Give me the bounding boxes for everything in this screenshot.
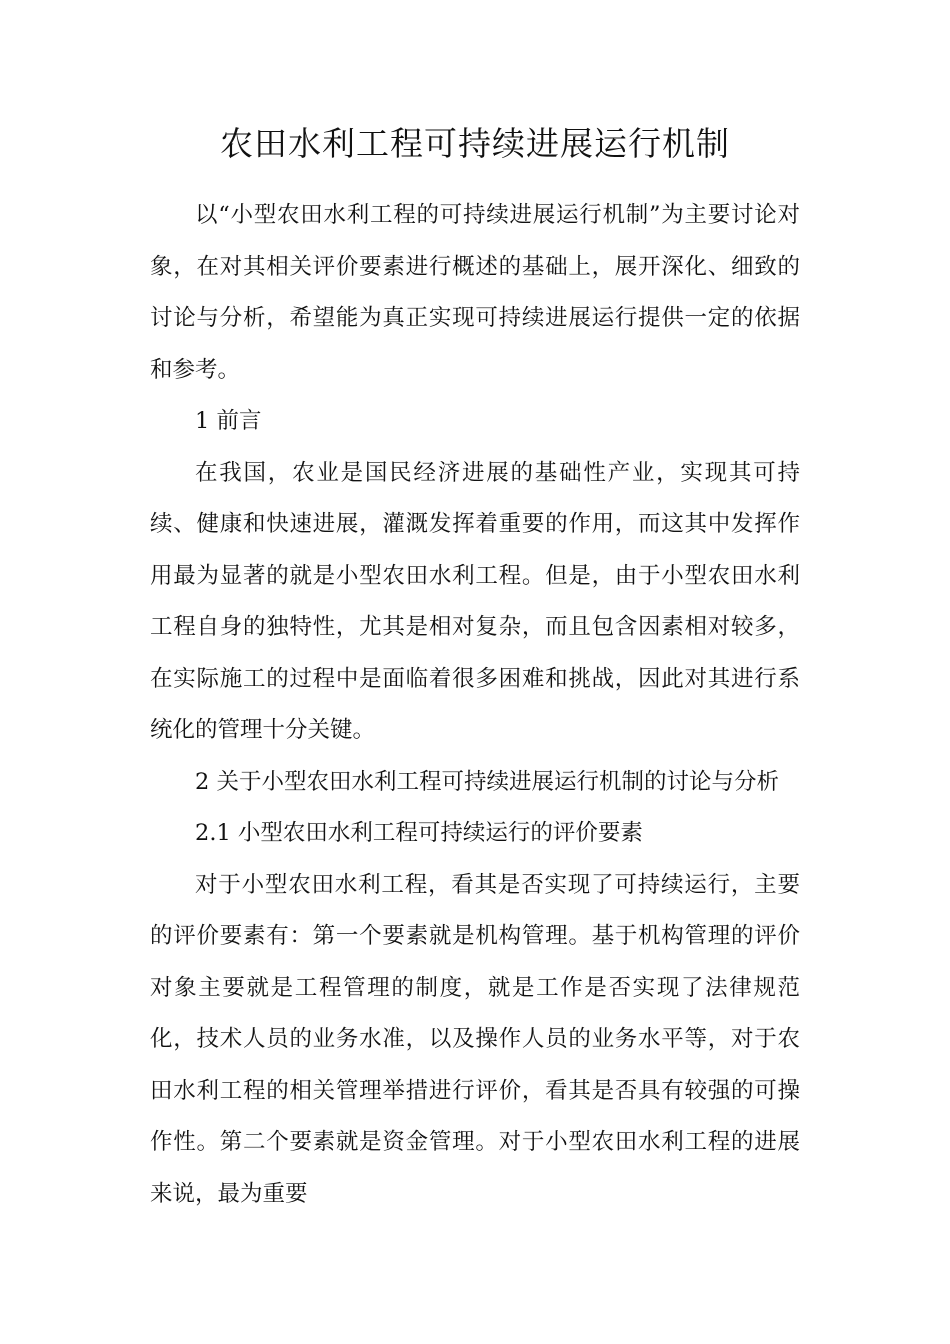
section-2-heading: 2 关于小型农田水利工程可持续进展运行机制的讨论与分析 (195, 768, 779, 795)
abstract-paragraph: 以“小型农田水利工程的可持续进展运行机制”为主要讨论对象，在对其相关评价要素进行概述的基础上，展开深化、细致的讨论与分析，希望能为真正实现可持续进展运行提供一定的依据和参考。 (150, 202, 800, 383)
document-body (150, 190, 800, 1220)
section-1-heading: 1 前言 (195, 408, 262, 434)
section-2-1-heading: 2.1 小型农田水利工程可持续运行的评价要素 (195, 820, 643, 846)
section-2-1-paragraph: 对于小型农田水利工程，看其是否实现了可持续运行，主要的评价要素有：第一个要素就是机构管理。基于机构管理的评价对象主要就是工程管理的制度，就是工作是否实现了法律规范化，技术人员的业务水准，以及操作人员的业务水平等，对于农田水利工程的相关管理举措进行评价，看其是否具有较强的可操作性。第二个要素就是资金管理。对于小型农田水利工程的进展来说，最为重要 (150, 871, 800, 1207)
document-title: 农田水利工程可持续进展运行机制 (220, 124, 730, 163)
section-1-paragraph: 在我国，农业是国民经济进展的基础性产业，实现其可持续、健康和快速进展，灌溉发挥着重要的作用，而这其中发挥作用最为显著的就是小型农田水利工程。但是，由于小型农田水利工程自身的独特性，尤其是相对复杂，而且包含因素相对较多，在实际施工的过程中是面临着很多困难和挑战，因此对其进行系统化的管理十分关键。 (150, 459, 800, 743)
